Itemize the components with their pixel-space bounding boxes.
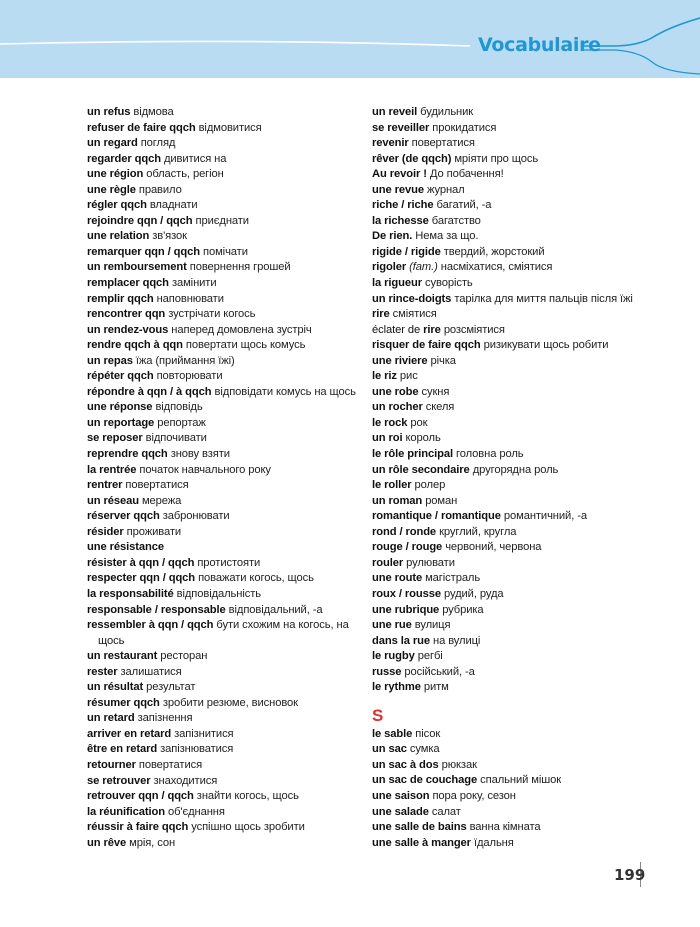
ukrainian-translation: відповідати комусь на щось: [214, 385, 356, 398]
vocabulary-entry: [87, 478, 387, 494]
ukrainian-translation: замінити: [171, 277, 217, 290]
french-term: ressembler à qqn / qqch: [87, 619, 214, 632]
vocabulary-entry: [87, 711, 387, 727]
ukrainian-translation: насміхатися, сміятися: [440, 261, 553, 274]
french-term: un retard: [87, 712, 135, 725]
page-number: 199: [614, 866, 646, 884]
vocabulary-entry: [87, 121, 387, 137]
french-term: se reposer: [87, 432, 143, 445]
vocabulary-entry: [87, 307, 387, 323]
vocabulary-entry: [372, 307, 672, 323]
french-term: responsable / responsable: [87, 603, 226, 616]
vocabulary-entry: [372, 447, 672, 463]
ukrainian-translation: круглий, кругла: [439, 525, 517, 538]
vocabulary-entry: [372, 742, 672, 758]
vocabulary-entry: [372, 121, 672, 137]
ukrainian-translation: суворість: [425, 277, 473, 290]
vocabulary-entry: [87, 603, 387, 619]
vocabulary-entry: [372, 260, 672, 276]
vocabulary-entry: [87, 571, 387, 587]
vocabulary-entry: [87, 183, 387, 199]
french-term: une rue: [372, 619, 412, 632]
vocabulary-entry: [87, 836, 387, 852]
ukrainian-translation: До побачення!: [429, 168, 504, 181]
french-term: répondre à qqn / à qqch: [87, 385, 212, 398]
vocabulary-entry: [372, 556, 672, 572]
ukrainian-translation: другорядна роль: [472, 463, 559, 476]
french-term: le rugby: [372, 650, 415, 663]
french-term: un rocher: [372, 401, 423, 414]
french-term: le riz: [372, 370, 397, 383]
vocabulary-entry: [372, 276, 672, 292]
ukrainian-translation: багатий, -а: [436, 199, 492, 212]
ukrainian-translation: на вулиці: [432, 634, 481, 647]
ukrainian-translation: бути схожим на когось, на: [216, 619, 349, 632]
ukrainian-translation: рюкзак: [441, 758, 477, 771]
ukrainian-translation: зустрічати когось: [168, 308, 256, 321]
vocabulary-entry: [372, 680, 672, 696]
french-term: un rôle secondaire: [372, 463, 470, 476]
vocabulary-entry: [87, 152, 387, 168]
french-term: une relation: [87, 230, 150, 243]
french-term: réussir à faire qqch: [87, 821, 189, 834]
ukrainian-translation: повернення грошей: [189, 261, 291, 274]
ukrainian-translation: об'єднання: [168, 805, 225, 818]
vocabulary-entry: [87, 494, 387, 510]
french-term: la responsabilité: [87, 587, 174, 600]
vocabulary-entry: [87, 136, 387, 152]
ukrainian-translation: відпочивати: [145, 432, 207, 445]
french-term: rentrer: [87, 479, 123, 492]
french-term: réserver qqch: [87, 510, 160, 523]
ukrainian-translation: повертатися: [411, 137, 475, 150]
ukrainian-translation: приєднати: [195, 214, 249, 227]
vocabulary-entry: [87, 214, 387, 230]
ukrainian-translation: відмовитися: [198, 121, 262, 134]
ukrainian-translation: скеля: [425, 401, 455, 414]
ukrainian-translation: запізнюватися: [160, 743, 234, 756]
french-term: résumer qqch: [87, 696, 160, 709]
french-term: roux / rousse: [372, 587, 441, 600]
french-term: un rendez-vous: [87, 323, 169, 336]
ukrainian-translation: запізнення: [137, 712, 193, 725]
ukrainian-translation: король: [405, 432, 441, 445]
french-term: rigide / rigide: [372, 245, 441, 258]
french-term: résister à qqn / qqch: [87, 556, 195, 569]
vocabulary-entry: [87, 556, 387, 572]
ukrainian-translation: дивитися на: [163, 152, 227, 165]
vocabulary-entry: [87, 774, 387, 790]
ukrainian-translation: журнал: [426, 183, 465, 196]
ukrainian-translation: прокидатися: [432, 121, 497, 134]
ukrainian-translation: сумка: [409, 743, 440, 756]
ukrainian-translation: мрія, сон: [129, 836, 176, 849]
ukrainian-translation: успішно щось зробити: [191, 821, 305, 834]
ukrainian-translation: пора року, сезон: [432, 789, 516, 802]
vocabulary-entry: [87, 198, 387, 214]
ukrainian-translation: результат: [146, 681, 196, 694]
ukrainian-translation: знову взяти: [170, 448, 230, 461]
vocabulary-entry: [372, 634, 672, 650]
vocabulary-entry: [372, 727, 672, 743]
french-term: dans la rue: [372, 634, 430, 647]
vocabulary-entry: [87, 463, 387, 479]
french-term: refuser de faire qqch: [87, 121, 196, 134]
french-term: se reveiller: [372, 121, 430, 134]
vocabulary-entry: [87, 727, 387, 743]
ukrainian-translation: романтичний, -а: [503, 510, 587, 523]
vocabulary-entry: [372, 789, 672, 805]
vocabulary-entry: [87, 105, 387, 121]
ukrainian-translation: вулиця: [414, 619, 451, 632]
french-term: un réseau: [87, 494, 139, 507]
french-term: une saison: [372, 789, 430, 802]
french-term: une résistance: [87, 541, 164, 554]
vocabulary-entry: [372, 525, 672, 541]
ukrainian-translation: зв'язок: [152, 230, 187, 243]
ukrainian-translation: відповідь: [155, 401, 203, 414]
french-term: remplir qqch: [87, 292, 154, 305]
vocabulary-entry: [372, 649, 672, 665]
vocabulary-entry: [372, 183, 672, 199]
french-term: retrouver qqn / qqch: [87, 790, 194, 803]
french-term: résider: [87, 525, 124, 538]
french-term: une salle de bains: [372, 821, 467, 834]
french-term: un rêve: [87, 836, 127, 849]
french-term: se retrouver: [87, 774, 151, 787]
french-term: une salle à manger: [372, 836, 471, 849]
ukrainian-translation: твердий, жорстокий: [443, 245, 545, 258]
vocabulary-entry: [87, 618, 359, 649]
french-term: regarder qqch: [87, 152, 161, 165]
ukrainian-translation: пісок: [415, 727, 441, 740]
french-term: le sable: [372, 727, 413, 740]
ukrainian-translation: магістраль: [425, 572, 481, 585]
vocabulary-entry: [87, 742, 387, 758]
ukrainian-translation: ванна кімната: [469, 821, 541, 834]
vocabulary-entry: [87, 587, 387, 603]
vocabulary-entry: [87, 276, 387, 292]
ukrainian-translation: владнати: [149, 199, 198, 212]
french-term: la rigueur: [372, 277, 422, 290]
vocabulary-entry: [372, 354, 672, 370]
french-term: une réponse: [87, 401, 153, 414]
french-term: le rythme: [372, 681, 421, 694]
ukrainian-translation: правило: [138, 183, 182, 196]
french-term: un rince-doigts: [372, 292, 452, 305]
vocabulary-entry: [87, 805, 387, 821]
french-term: la rentrée: [87, 463, 137, 476]
ukrainian-translation: сукня: [421, 385, 450, 398]
french-term: rendre qqch à qqn: [87, 339, 183, 352]
ukrainian-translation: ризикувати щось робити: [483, 339, 609, 352]
french-term: retourner: [87, 758, 136, 771]
vocabulary-entry: [372, 198, 672, 214]
ukrainian-translation: зробити резюме, висновок: [162, 696, 298, 709]
vocabulary-entry: [87, 525, 387, 541]
vocabulary-entry: [372, 136, 672, 152]
ukrainian-translation: наперед домовлена зустріч: [171, 323, 312, 336]
french-term: remarquer qqn / qqch: [87, 245, 200, 258]
ukrainian-translation: їжа (приймання їжі): [135, 354, 235, 367]
ukrainian-translation: спальний мішок: [480, 774, 562, 787]
vocabulary-entry: [372, 540, 672, 556]
french-term: la réunification: [87, 805, 165, 818]
ukrainian-translation: тарілка для миття пальців після їжі: [454, 292, 633, 305]
vocabulary-entry: [372, 463, 672, 479]
ukrainian-translation: рубрика: [442, 603, 484, 616]
french-term: reprendre qqch: [87, 448, 168, 461]
vocabulary-entry: [87, 758, 387, 774]
vocabulary-entry: [372, 245, 672, 261]
french-term: être en retard: [87, 743, 158, 756]
vocabulary-entry: [87, 292, 387, 308]
french-term: une route: [372, 572, 423, 585]
ukrainian-translation: повторювати: [156, 370, 223, 383]
french-term: risquer de faire qqch: [372, 339, 481, 352]
french-term: un résultat: [87, 681, 144, 694]
vocabulary-entry: [372, 400, 672, 416]
vocabulary-entry: [87, 385, 387, 401]
vocabulary-entry: [372, 214, 672, 230]
ukrainian-translation: рулювати: [406, 556, 455, 569]
vocabulary-entry: [372, 587, 672, 603]
vocabulary-entry: [87, 680, 387, 696]
vocabulary-entry: [372, 292, 672, 308]
french-term: riche / riche: [372, 199, 434, 212]
ukrainian-translation: початок навчального року: [139, 463, 271, 476]
vocabulary-entry: [87, 400, 387, 416]
ukrainian-translation: Нема за що.: [415, 230, 479, 243]
vocabulary-entry: [372, 494, 672, 510]
vocabulary-entry: [372, 385, 672, 401]
french-term: un reveil: [372, 106, 418, 118]
ukrainian-translation: головна роль: [456, 448, 524, 461]
vocabulary-entry: [87, 649, 387, 665]
french-term: un refus: [87, 106, 131, 118]
vocabulary-column-right: [372, 105, 672, 851]
vocabulary-entry: [87, 323, 387, 339]
vocabulary-entry: [372, 105, 672, 121]
ukrainian-translation: багатство: [431, 214, 481, 227]
ukrainian-translation: сміятися: [392, 308, 437, 321]
ukrainian-translation: область, регіон: [146, 168, 224, 181]
vocabulary-entry: [372, 478, 672, 494]
ukrainian-translation: будильник: [420, 106, 474, 118]
french-term: une région: [87, 168, 144, 181]
french-term: une revue: [372, 183, 424, 196]
vocabulary-entry: [87, 167, 387, 183]
french-term: rire: [372, 308, 390, 321]
ukrainian-translation: репортаж: [157, 416, 206, 429]
vocabulary-entry: [87, 354, 387, 370]
french-term: russe: [372, 665, 402, 678]
french-term: romantique / romantique: [372, 510, 501, 523]
vocabulary-entry: [372, 431, 672, 447]
vocabulary-entry: [372, 338, 672, 354]
vocabulary-entry: [87, 509, 387, 525]
french-term-plain: éclater de: [372, 323, 421, 336]
ukrainian-translation: рудий, руда: [443, 587, 504, 600]
ukrainian-translation: ролер: [414, 479, 446, 492]
section-letter-s: S: [372, 705, 384, 725]
vocabulary-entry: [372, 603, 672, 619]
ukrainian-translation: повертати щось комусь: [185, 339, 306, 352]
ukrainian-translation: знайти когось, щось: [196, 790, 299, 803]
french-term: un sac: [372, 743, 407, 756]
french-term: rond / ronde: [372, 525, 437, 538]
vocabulary-entry: [372, 665, 672, 681]
french-term: un roi: [372, 432, 403, 445]
ukrainian-translation: річка: [430, 354, 456, 367]
french-term: respecter qqn / qqch: [87, 572, 196, 585]
ukrainian-translation: ресторан: [160, 650, 208, 663]
vocabulary-entry: [372, 758, 672, 774]
french-term: rire: [423, 323, 441, 336]
vocabulary-entry: [87, 229, 387, 245]
french-term: rouler: [372, 556, 404, 569]
ukrainian-translation: залишатися: [120, 665, 182, 678]
vocabulary-entry: [87, 820, 387, 836]
vocabulary-entry: [87, 260, 387, 276]
ukrainian-translation: наповнювати: [156, 292, 224, 305]
french-term: le roller: [372, 479, 412, 492]
vocabulary-entry: [87, 696, 387, 712]
ukrainian-translation: забронювати: [162, 510, 230, 523]
french-term: la richesse: [372, 214, 429, 227]
ukrainian-translation: запізнитися: [174, 727, 234, 740]
ukrainian-translation: повертатися: [138, 758, 203, 771]
french-term: un regard: [87, 137, 138, 150]
ukrainian-translation: повертатися: [125, 479, 189, 492]
ukrainian-translation: рис: [399, 370, 418, 383]
vocabulary-entry: [372, 571, 672, 587]
french-term: remplacer qqch: [87, 277, 169, 290]
ukrainian-translation: відмова: [133, 106, 174, 118]
vocabulary-entry: [87, 369, 387, 385]
french-term: un sac à dos: [372, 758, 439, 771]
ukrainian-translation: відповідальність: [176, 587, 261, 600]
ukrainian-translation: погляд: [140, 137, 176, 150]
ukrainian-translation: російський, -а: [404, 665, 475, 678]
french-term: rigoler: [372, 261, 407, 274]
vocabulary-entry: [372, 229, 672, 245]
vocabulary-entry: [87, 540, 387, 556]
french-term: une riviere: [372, 354, 428, 367]
vocabulary-entry: [87, 431, 387, 447]
french-term: De rien.: [372, 230, 413, 243]
ukrainian-translation: розсміятися: [443, 323, 505, 336]
ukrainian-translation: рок: [410, 416, 428, 429]
ukrainian-translation: їдальня: [473, 836, 514, 849]
french-term: une règle: [87, 183, 136, 196]
translation-continuation: щось: [98, 634, 125, 647]
ukrainian-translation: протистояти: [197, 556, 261, 569]
ukrainian-translation: ритм: [423, 681, 449, 694]
french-term: le rock: [372, 416, 408, 429]
french-term: rêver (de qqch): [372, 152, 452, 165]
ukrainian-translation: салат: [431, 805, 461, 818]
french-term: un sac de couchage: [372, 774, 478, 787]
french-term: rouge / rouge: [372, 541, 443, 554]
french-term: un roman: [372, 494, 423, 507]
french-term: rencontrer qqn: [87, 308, 166, 321]
french-term: un repas: [87, 354, 133, 367]
french-term: rejoindre qqn / qqch: [87, 214, 193, 227]
french-term: une salade: [372, 805, 429, 818]
vocabulary-entry: [372, 836, 672, 852]
vocabulary-entry: [87, 447, 387, 463]
french-term: revenir: [372, 137, 409, 150]
vocabulary-entry: [87, 338, 387, 354]
ukrainian-translation: помічати: [203, 245, 248, 258]
french-term: un reportage: [87, 416, 155, 429]
ukrainian-translation: мріяти про щось: [454, 152, 539, 165]
french-term: rester: [87, 665, 118, 678]
vocabulary-entry: [372, 618, 672, 634]
vocabulary-entry: [87, 245, 387, 261]
vocabulary-entry: [372, 773, 672, 789]
ukrainian-translation: проживати: [126, 525, 182, 538]
vocabulary-entry: [372, 416, 672, 432]
ukrainian-translation: знаходитися: [153, 774, 218, 787]
vocabulary-entry: [87, 416, 387, 432]
ukrainian-translation: відповідальний, -а: [228, 603, 323, 616]
vocabulary-entry: [372, 509, 672, 525]
vocabulary-entry: [372, 152, 672, 168]
french-term: le rôle principal: [372, 448, 453, 461]
vocabulary-entry: [372, 820, 672, 836]
vocabulary-entry: [87, 789, 387, 805]
ukrainian-translation: регбі: [417, 650, 443, 663]
vocabulary-entry: [372, 805, 672, 821]
vocabulary-entry: [372, 167, 672, 183]
vocabulary-column-left: [87, 105, 387, 851]
french-term: Au revoir !: [372, 168, 427, 181]
ukrainian-translation: червоний, червона: [445, 541, 542, 554]
usage-note: (fam.): [409, 261, 438, 274]
french-term: une rubrique: [372, 603, 440, 616]
vocabulary-entry: [372, 369, 672, 385]
french-term: un restaurant: [87, 650, 158, 663]
french-term: régler qqch: [87, 199, 147, 212]
ukrainian-translation: роман: [425, 494, 458, 507]
vocabulary-entry: [372, 323, 672, 339]
french-term: une robe: [372, 385, 419, 398]
vocabulary-entry: [87, 665, 387, 681]
ukrainian-translation: мережа: [141, 494, 182, 507]
french-term: arriver en retard: [87, 727, 172, 740]
french-term: répéter qqch: [87, 370, 154, 383]
ukrainian-translation: поважати когось, щось: [198, 572, 314, 585]
french-term: un remboursement: [87, 261, 187, 274]
section-title: Vocabulaire: [478, 34, 601, 56]
